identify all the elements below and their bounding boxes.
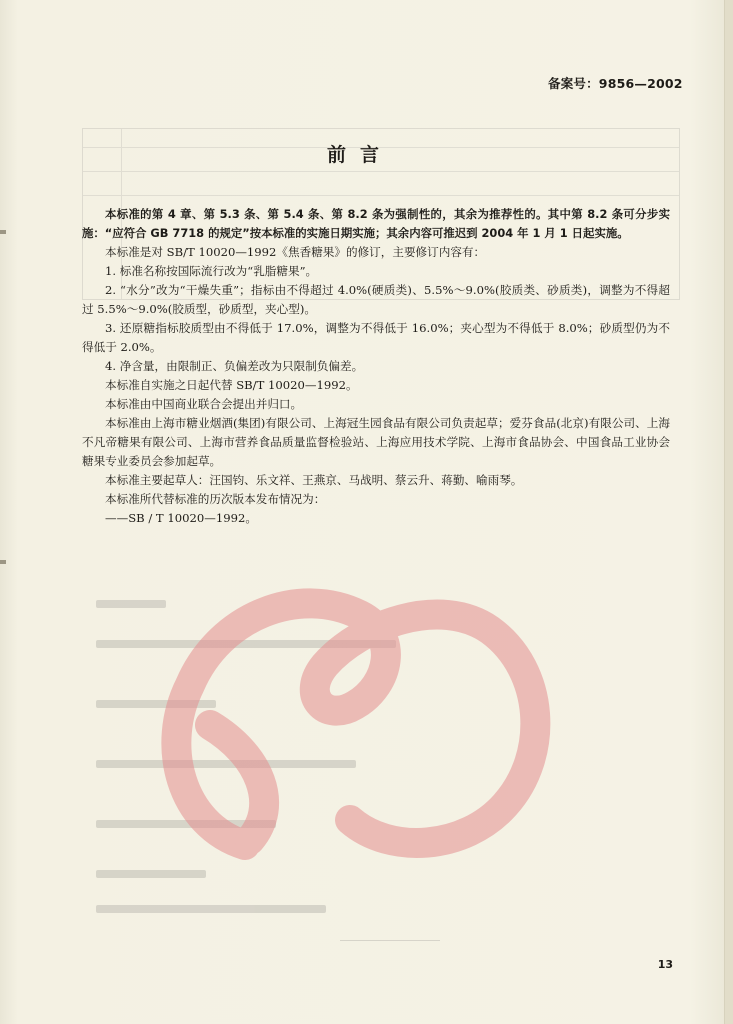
binding-mark: [0, 230, 6, 234]
ghost-table-rule: [83, 171, 679, 172]
paragraph-revision-item: 1. 标准名称按国际流行改为“乳脂糖果”。: [105, 264, 318, 278]
page-edge-shadow: [724, 0, 733, 1024]
ghost-text-line: [96, 870, 206, 878]
foreword-body: [82, 205, 670, 528]
paragraph-history-intro: 本标准所代替标准的历次版本发布情况为：: [105, 492, 326, 506]
paragraph-revision-item: 2. “水分”改为“干燥失重”；指标由不得超过 4.0%(硬质类)、5.5%～9.0%(胶质类、砂质类)，调整为不得超过 5.5%～9.0%(胶质型，砂质型，夹心型)。: [82, 283, 670, 316]
paragraph-revision-item: 4. 净含量，由限制正、负偏差改为只限制负偏差。: [105, 359, 364, 373]
watermark-seal: [150, 555, 570, 865]
ghost-rule: [340, 940, 440, 941]
page-title: 前言: [326, 144, 393, 166]
paragraph-history-item: ——SB / T 10020—1992。: [105, 511, 257, 525]
filing-number: 备案号：9856—2002: [548, 76, 683, 91]
paragraph-replacement: 本标准自实施之日起代替 SB/T 10020—1992。: [105, 378, 358, 392]
ghost-table-rule: [83, 195, 679, 196]
paragraph-revision-intro: 本标准是对 SB/T 10020—1992《焦香糖果》的修订，主要修订内容有：: [105, 245, 486, 259]
paragraph-revision-item: 3. 还原糖指标胶质型由不得低于 17.0%，调整为不得低于 16.0%；夹心型为不得低于 8.0%；砂质型仍为不得低于 2.0%。: [82, 321, 670, 354]
paragraph-drafters: 本标准主要起草人：汪国钧、乐文祥、王燕京、马战明、蔡云升、蒋勤、喻雨琴。: [105, 473, 523, 487]
paragraph-mandatory-clauses: 本标准的第 4 章、第 5.3 条、第 5.4 条、第 8.2 条为强制性的，其余为推荐性的。其中第 8.2 条可分步实施：“应符合 GB 7718 的规定”按本标准的实施日期实施；其余内容可推迟到 2004 年 1 月 1 日起实施。: [82, 207, 670, 240]
paragraph-drafting-units: 本标准由上海市糖业烟酒(集团)有限公司、上海冠生园食品有限公司负责起草；爱芬食品(北京)有限公司、上海不凡帝糖果有限公司、上海市营养食品质量监督检验站、上海应用技术学院、上海市食品协会、中国食品工业协会糖果专业委员会参加起草。: [82, 416, 670, 468]
paragraph-proposer: 本标准由中国商业联合会提出并归口。: [105, 397, 303, 411]
page-number: 13: [657, 958, 673, 971]
binding-mark: [0, 560, 6, 564]
ghost-text-line: [96, 905, 326, 913]
